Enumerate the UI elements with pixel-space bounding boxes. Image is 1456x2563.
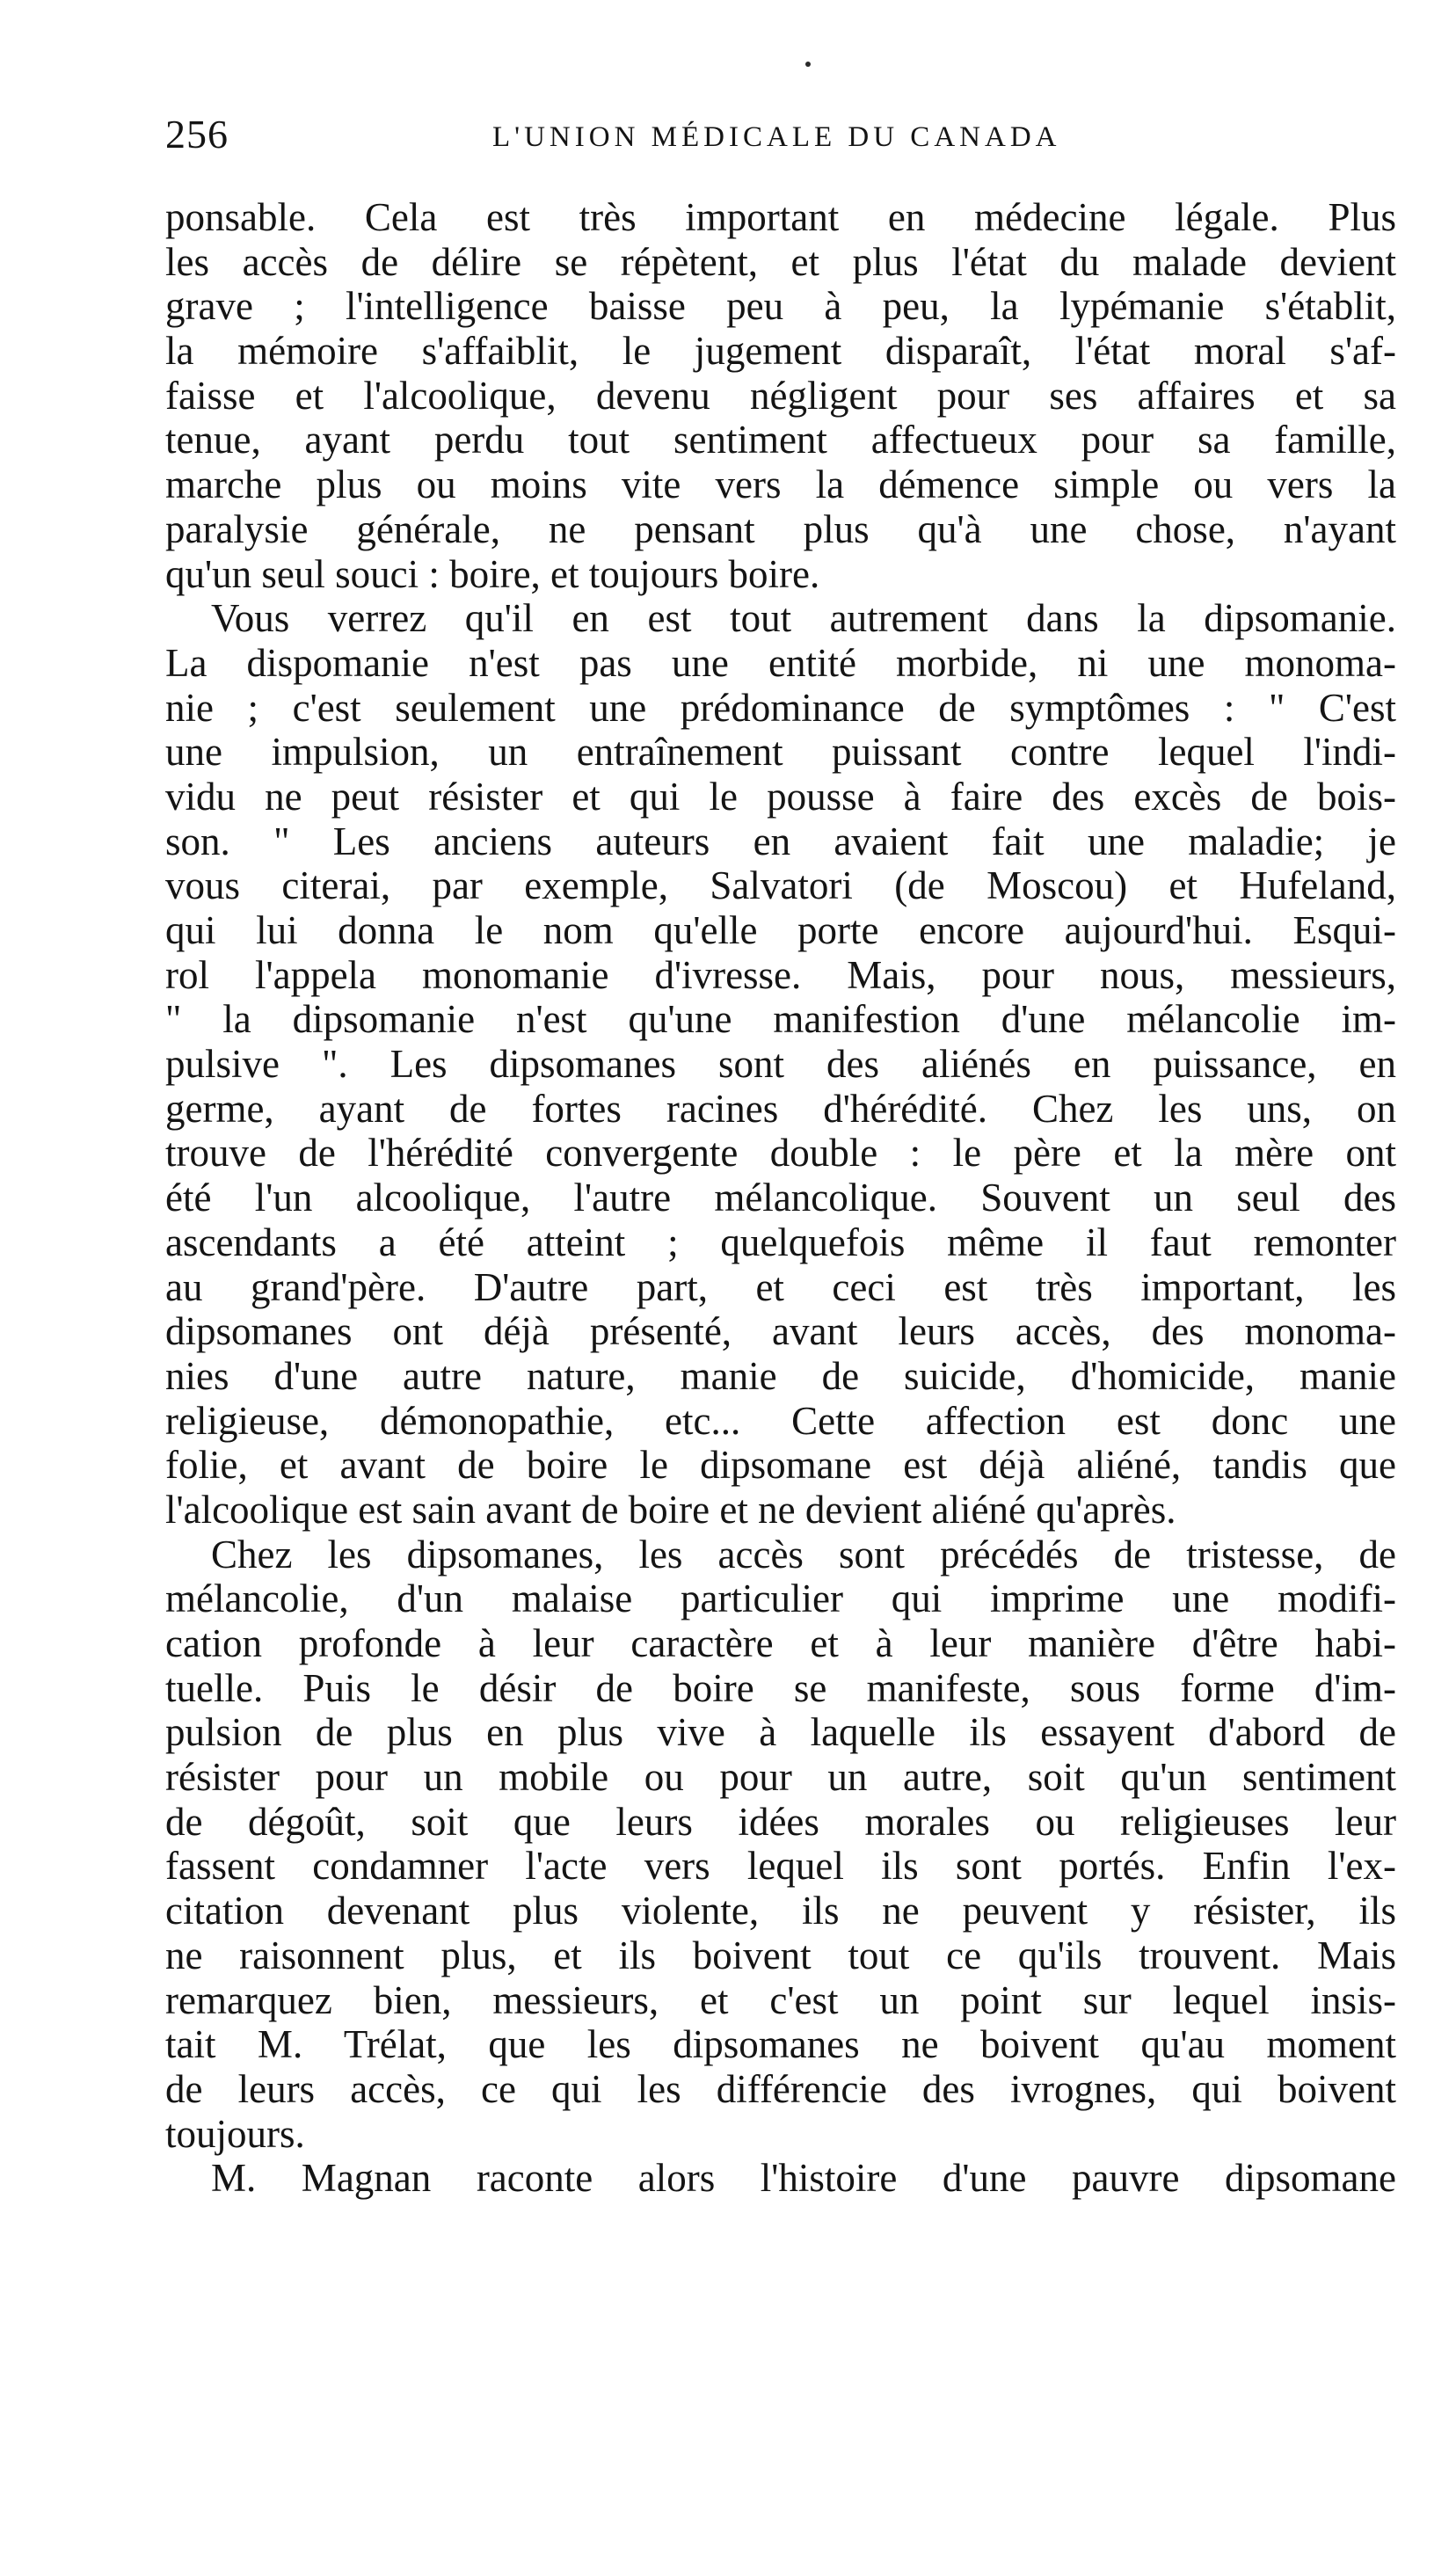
text-line: tenue, ayant perdu tout sentiment affectueux pour sa famille,: [165, 418, 1396, 462]
text-line: religieuse, démonopathie, etc... Cette affection est donc une: [165, 1398, 1396, 1443]
text-line: au grand'père. D'autre part, et ceci est très important, les: [165, 1264, 1396, 1309]
text-line: de leurs accès, ce qui les différencie des ivrognes, qui boivent: [165, 2066, 1396, 2111]
text-line: l'alcoolique est sain avant de boire et ne devient aliéné qu'après.: [165, 1487, 1176, 1532]
text-line: ascendants a été atteint ; quelquefois même il faut remonter: [165, 1220, 1396, 1264]
text-line: qui lui donna le nom qu'elle porte encore aujourd'hui. Esqui-: [165, 908, 1396, 952]
text-line: son. " Les anciens auteurs en avaient fait une maladie; je: [165, 819, 1396, 863]
text-line: une impulsion, un entraînement puissant contre lequel l'indi-: [165, 730, 1396, 775]
text-line: été l'un alcoolique, l'autre mélancolique. Souvent un seul des: [165, 1176, 1396, 1220]
text-line: qu'un seul souci : boire, et toujours boire.: [165, 551, 820, 596]
text-line: tuelle. Puis le désir de boire se manifeste, sous forme d'im-: [165, 1665, 1396, 1710]
paragraph-start-line: Vous verrez qu'il en est tout autrement dans la dipsomanie.: [211, 596, 1396, 641]
text-line: dipsomanes ont déjà présenté, avant leurs accès, des monoma-: [165, 1309, 1396, 1354]
text-line: citation devenant plus violente, ils ne peuvent y résister, ils: [165, 1889, 1396, 1933]
text-line: pulsion de plus en plus vive à laquelle ils essayent d'abord de: [165, 1710, 1396, 1755]
text-line: grave ; l'intelligence baisse peu à peu, la lypémanie s'établit,: [165, 284, 1396, 329]
text-line: marche plus ou moins vite vers la démence simple ou vers la: [165, 462, 1396, 507]
text-line: folie, et avant de boire le dipsomane est déjà aliéné, tandis que: [165, 1443, 1396, 1488]
text-line: faisse et l'alcoolique, devenu négligent pour ses affaires et sa: [165, 373, 1396, 418]
text-line: " la dipsomanie n'est qu'une manifestion d'une mélancolie im-: [165, 997, 1396, 1042]
text-line: germe, ayant de fortes racines d'hérédité. Chez les uns, on: [165, 1086, 1396, 1131]
text-line: mélancolie, d'un malaise particulier qui imprime une modifi-: [165, 1576, 1396, 1621]
text-line: les accès de délire se répètent, et plus l'état du malade devient: [165, 239, 1396, 284]
text-line: pulsive ". Les dipsomanes sont des aliénés en puissance, en: [165, 1042, 1396, 1087]
text-line: ponsable. Cela est très important en médecine légale. Plus: [165, 195, 1396, 239]
text-line: vous citerai, par exemple, Salvatori (de Moscou) et Hufeland,: [165, 863, 1396, 908]
print-speck: [805, 62, 811, 67]
text-line: cation profonde à leur caractère et à leur manière d'être habi-: [165, 1621, 1396, 1665]
text-line: de dégoût, soit que leurs idées morales ou religieuses leur: [165, 1799, 1396, 1844]
text-line: nies d'une autre nature, manie de suicide, d'homicide, manie: [165, 1353, 1396, 1398]
text-line: trouve de l'hérédité convergente double : le père et la mère ont: [165, 1131, 1396, 1176]
text-line: La dispomanie n'est pas une entité morbide, ni une monoma-: [165, 640, 1396, 685]
text-line: toujours.: [165, 2111, 305, 2156]
text-line: remarquez bien, messieurs, et c'est un point sur lequel insis-: [165, 1977, 1396, 2022]
text-line: fassent condamner l'acte vers lequel ils sont portés. Enfin l'ex-: [165, 1844, 1396, 1889]
paragraph-start-line: M. Magnan raconte alors l'histoire d'une pauvre dipsomane: [211, 2156, 1396, 2201]
page-number: 256: [165, 112, 229, 157]
text-line: la mémoire s'affaiblit, le jugement disparaît, l'état moral s'af-: [165, 329, 1396, 374]
text-line: rol l'appela monomanie d'ivresse. Mais, pour nous, messieurs,: [165, 952, 1396, 997]
text-line: paralysie générale, ne pensant plus qu'à une chose, n'ayant: [165, 506, 1396, 551]
text-line: ne raisonnent plus, et ils boivent tout ce qu'ils trouvent. Mais: [165, 1933, 1396, 1977]
body-text: [165, 195, 1396, 2201]
paragraph-start-line: Chez les dipsomanes, les accès sont précédés de tristesse, de: [211, 1532, 1396, 1576]
text-line: vidu ne peut résister et qui le pousse à faire des excès de bois-: [165, 774, 1396, 819]
running-title: L'UNION MÉDICALE DU CANADA: [492, 121, 1061, 153]
text-line: nie ; c'est seulement une prédominance de symptômes : " C'est: [165, 685, 1396, 730]
text-line: tait M. Trélat, que les dipsomanes ne boivent qu'au moment: [165, 2022, 1396, 2067]
text-line: résister pour un mobile ou pour un autre, soit qu'un sentiment: [165, 1755, 1396, 1800]
